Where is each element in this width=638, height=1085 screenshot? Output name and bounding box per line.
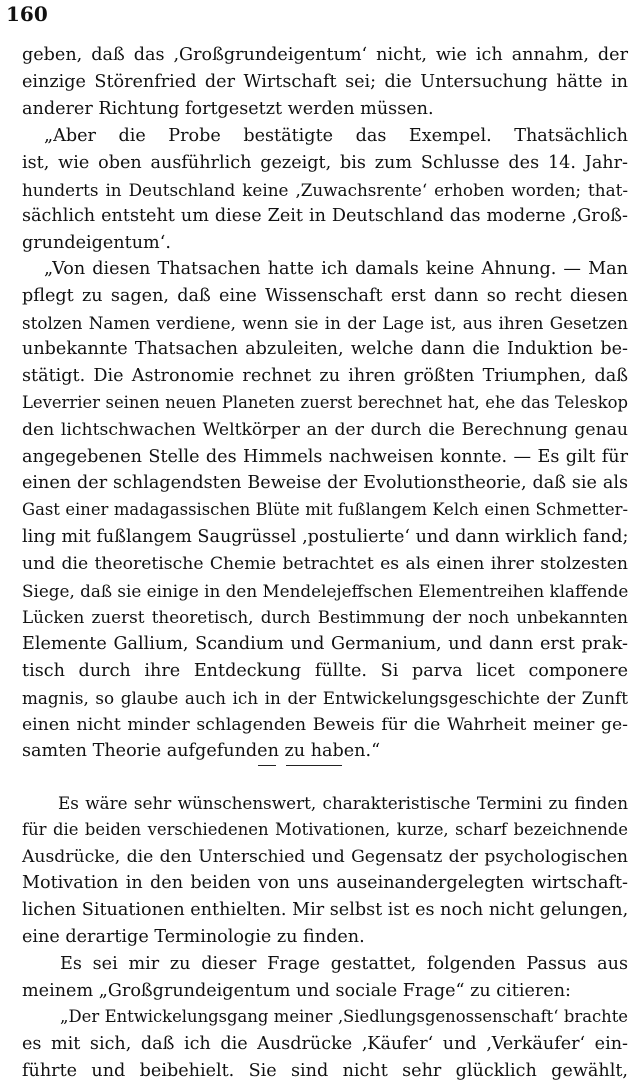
text-line: magnis, so glaube auch ich in der Entwickelungsgeschichte der Zunft [22, 687, 628, 708]
section-separator [258, 765, 342, 767]
text-line: „Aber die Probe bestätigte das Exempel. Thatsächlich [44, 126, 628, 146]
text-line: meinem „Großgrundeigentum und sociale Frage“ zu citieren: [22, 980, 571, 1001]
text-line: einen der schlagendsten Beweise der Evolutionstheorie, daß sie als [22, 473, 628, 494]
separator-dash-long [286, 765, 342, 766]
text-line: anderer Richtung fortgesetzt werden müssen. [22, 98, 434, 119]
text-line: Leverrier seinen neuen Planeten zuerst berechnet hat, ehe das Teleskop [22, 392, 628, 412]
text-line: und die theoretische Chemie betrachtet es als einen ihrer stolzesten [22, 553, 628, 574]
text-line: ist, wie oben ausführlich gezeigt, bis zum Schlusse des 14. Jahr- [22, 152, 628, 173]
text-line: angegebenen Stelle des Himmels nachweisen konnte. — Es gilt für [22, 446, 628, 467]
text-line: Es wäre sehr wünschenswert, charakteristische Termini zu finden [58, 793, 628, 813]
page-number: 160 [6, 2, 48, 26]
text-line: Ausdrücke, die den Unterschied und Gegensatz der psychologischen [22, 846, 628, 867]
text-line: stätigt. Die Astronomie rechnet zu ihren größten Triumphen, daß [22, 366, 628, 387]
text-line: führte und beibehielt. Sie sind nicht sehr glücklich gewählt, [22, 1060, 628, 1081]
text-line: Es sei mir zu dieser Frage gestattet, folgenden Passus aus [60, 953, 628, 974]
text-line: ling mit fußlangem Saugrüssel ‚postulierte‘ und dann wirklich fand; [22, 526, 629, 547]
text-line: geben, daß das ‚Großgrundeigentum‘ nicht, wie ich annahm, der [22, 45, 628, 65]
text-line: lichen Situationen enthielten. Mir selbst ist es noch nicht gelungen, [22, 900, 629, 921]
text-line: es mit sich, daß ich die Ausdrücke ‚Käufer‘ und ‚Verkäufer‘ ein- [22, 1034, 628, 1055]
separator-dash-short [258, 765, 276, 766]
text-line: einzige Störenfried der Wirtschaft sei; die Untersuchung hätte in [22, 71, 628, 92]
text-line: „Von diesen Thatsachen hatte ich damals keine Ahnung. — Man [44, 259, 628, 279]
text-line: eine derartige Terminologie zu finden. [22, 926, 365, 947]
text-line: einen nicht minder schlagenden Beweis für die Wahrheit meiner ge- [22, 714, 628, 735]
text-line: „Der Entwickelungsgang meiner ‚Siedlungsgenossenschaft‘ brachte [60, 1007, 628, 1027]
paragraph-continuation [22, 42, 628, 122]
text-line: Gast einer madagassischen Blüte mit fußlangem Kelch einen Schmetter- [22, 500, 628, 520]
text-line: stolzen Namen verdiene, wenn sie in der Lage ist, aus ihren Gesetzen [22, 312, 628, 333]
text-line: sächlich entsteht um diese Zeit in Deutschland das moderne ‚Groß- [22, 206, 628, 227]
quote-paragraph-thatsachen [22, 256, 628, 765]
text-line: pflegt zu sagen, daß eine Wissenschaft erst dann so recht diesen [22, 285, 628, 306]
text-line: hunderts in Deutschland keine ‚Zuwachsrente‘ erhoben worden; that- [22, 179, 628, 200]
text-line: unbekannte Thatsachen abzuleiten, welche dann die Induktion be- [22, 339, 628, 360]
text-line: Lücken zuerst theoretisch, durch Bestimmung der noch unbekannten [22, 607, 628, 628]
text-line: samten Theorie aufgefunden zu haben.“ [22, 741, 381, 762]
text-line: für die beiden verschiedenen Motivationen, kurze, scharf bezeichnende [22, 819, 628, 839]
text-line: grundeigentum‘. [22, 233, 171, 254]
text-line: Elemente Gallium, Scandium und Germanium, und dann erst prak- [22, 634, 628, 655]
text-line: den lichtschwachen Weltkörper an der durch die Berechnung genau [22, 419, 628, 440]
text-line: Siege, daß sie einige in den Mendelejeffschen Elementreihen klaffende [22, 580, 629, 601]
text-line: Motivation in den beiden von uns auseinandergelegten wirtschaft- [22, 873, 628, 894]
text-line: tisch durch ihre Entdeckung füllte. Si parva licet componere [22, 660, 628, 681]
paragraph-terminology [22, 790, 628, 1085]
quote-paragraph-probe [22, 123, 628, 257]
